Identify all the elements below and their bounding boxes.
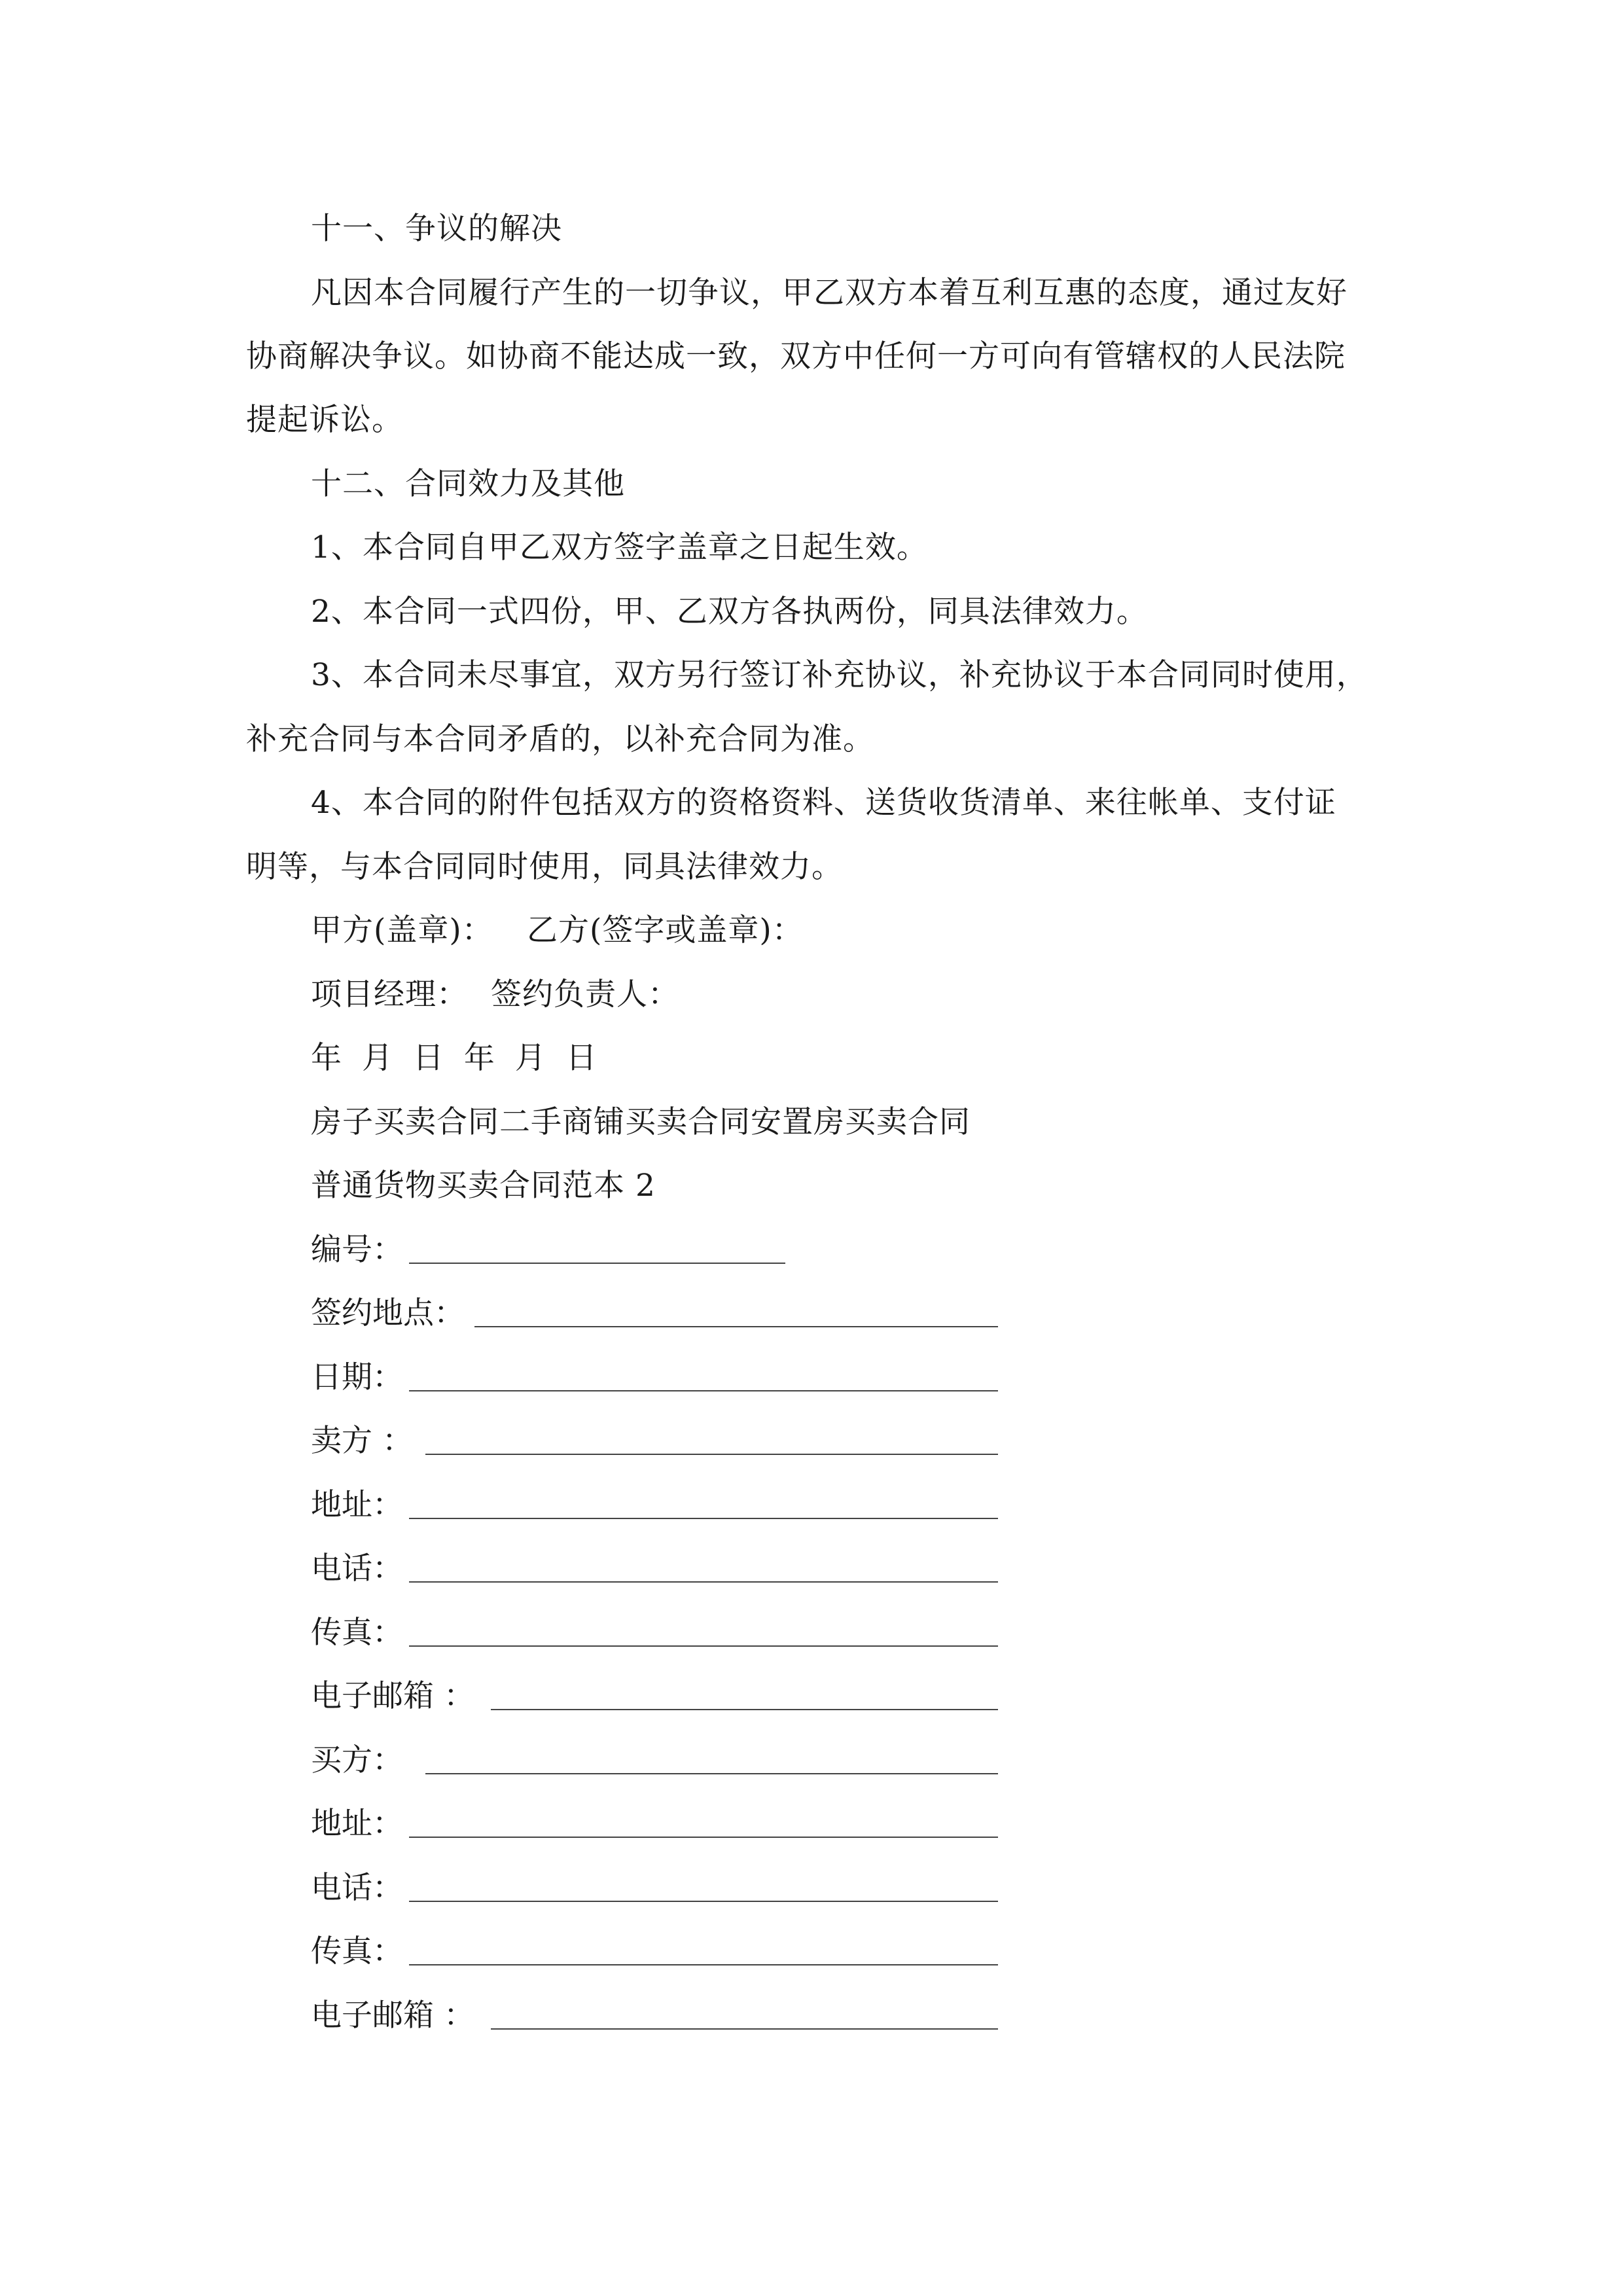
field-seller-address-blank[interactable] (409, 1518, 998, 1519)
field-buyer-address (311, 1804, 403, 1844)
field-label: 电话： (311, 1870, 403, 1906)
field-date (311, 1358, 403, 1397)
field-seller-phone (311, 1549, 403, 1588)
field-seller-email (311, 1677, 474, 1716)
field-buyer-address-blank[interactable] (409, 1837, 998, 1838)
field-signing-place-blank[interactable] (474, 1326, 998, 1327)
field-buyer-email-blank[interactable] (491, 2028, 998, 2030)
section-11-paragraph-line-2: 协商解决争议。如协商不能达成一致，双方中任何一方可向有管辖权的人民法院 (246, 338, 1346, 374)
second-contract-title: 普通货物买卖合同范本 2 (311, 1168, 656, 1204)
field-seller-fax-blank[interactable] (409, 1645, 998, 1647)
section-12-item-2: 2、本合同一式四份，甲、乙双方各执两份，同具法律效力。 (311, 594, 1148, 630)
field-label: 传真： (311, 1933, 403, 1969)
field-label: 日期： (311, 1359, 403, 1395)
party-a-seal-label: 甲方(盖章)： (311, 912, 493, 948)
section-11-paragraph-line-1: 凡因本合同履行产生的一切争议，甲乙双方本着互利互惠的态度，通过友好 (311, 275, 1347, 311)
section-11-paragraph-line-3: 提起诉讼。 (246, 402, 403, 438)
field-label: 传真： (311, 1615, 403, 1651)
field-label: 电话： (311, 1551, 403, 1587)
field-contract-number-blank[interactable] (409, 1263, 785, 1264)
section-11-heading: 十一、争议的解决 (311, 211, 562, 247)
project-manager-label: 项目经理： (311, 977, 468, 1013)
field-contract-number (311, 1230, 403, 1270)
field-label: 买方： (311, 1742, 403, 1778)
section-12-item-3-line-1: 3、本合同未尽事宜，双方另行签订补充协议，补充协议于本合同同时使用， (311, 657, 1368, 693)
field-label: 签约地点： (311, 1295, 465, 1331)
related-contracts-text: 房子买卖合同二手商铺买卖合同安置房买卖合同 (311, 1104, 971, 1140)
field-buyer-email (311, 1996, 474, 2036)
field-buyer-fax-blank[interactable] (409, 1964, 998, 1965)
field-seller-address (311, 1486, 403, 1525)
section-12-heading: 十二、合同效力及其他 (311, 466, 625, 502)
field-buyer-phone-blank[interactable] (409, 1901, 998, 1902)
field-seller-blank[interactable] (425, 1454, 998, 1455)
field-buyer-blank[interactable] (425, 1773, 998, 1774)
field-date-blank[interactable] (409, 1390, 998, 1391)
section-12-item-1: 1、本合同自甲乙双方签字盖章之日起生效。 (311, 529, 928, 565)
section-12-item-4-line-1: 4、本合同的附件包括双方的资格资料、送货收货清单、来往帐单、支付证 (311, 785, 1336, 821)
party-b-seal-label: 乙方(签字或盖章)： (527, 912, 804, 948)
field-label: 电子邮箱 ： (311, 1998, 474, 2034)
field-label: 地址： (311, 1487, 403, 1523)
section-12-item-4-line-2: 明等，与本合同同时使用，同具法律效力。 (246, 849, 843, 885)
field-buyer-fax (311, 1932, 403, 1971)
field-label: 电子邮箱 ： (311, 1678, 474, 1714)
field-label: 卖方 ： (311, 1423, 413, 1459)
field-seller (311, 1422, 413, 1461)
field-seller-phone-blank[interactable] (409, 1581, 998, 1583)
signing-officer-label: 签约负责人： (491, 977, 679, 1013)
field-buyer-phone (311, 1869, 403, 1908)
field-label: 地址： (311, 1806, 403, 1842)
field-label: 编号： (311, 1232, 403, 1268)
field-seller-fax (311, 1613, 403, 1653)
date-line: 年 月 日 年 月 日 (311, 1040, 597, 1076)
field-signing-place (311, 1294, 465, 1333)
section-12-item-3-line-2: 补充合同与本合同矛盾的，以补充合同为准。 (246, 721, 874, 757)
field-seller-email-blank[interactable] (491, 1709, 998, 1710)
field-buyer (311, 1741, 403, 1780)
